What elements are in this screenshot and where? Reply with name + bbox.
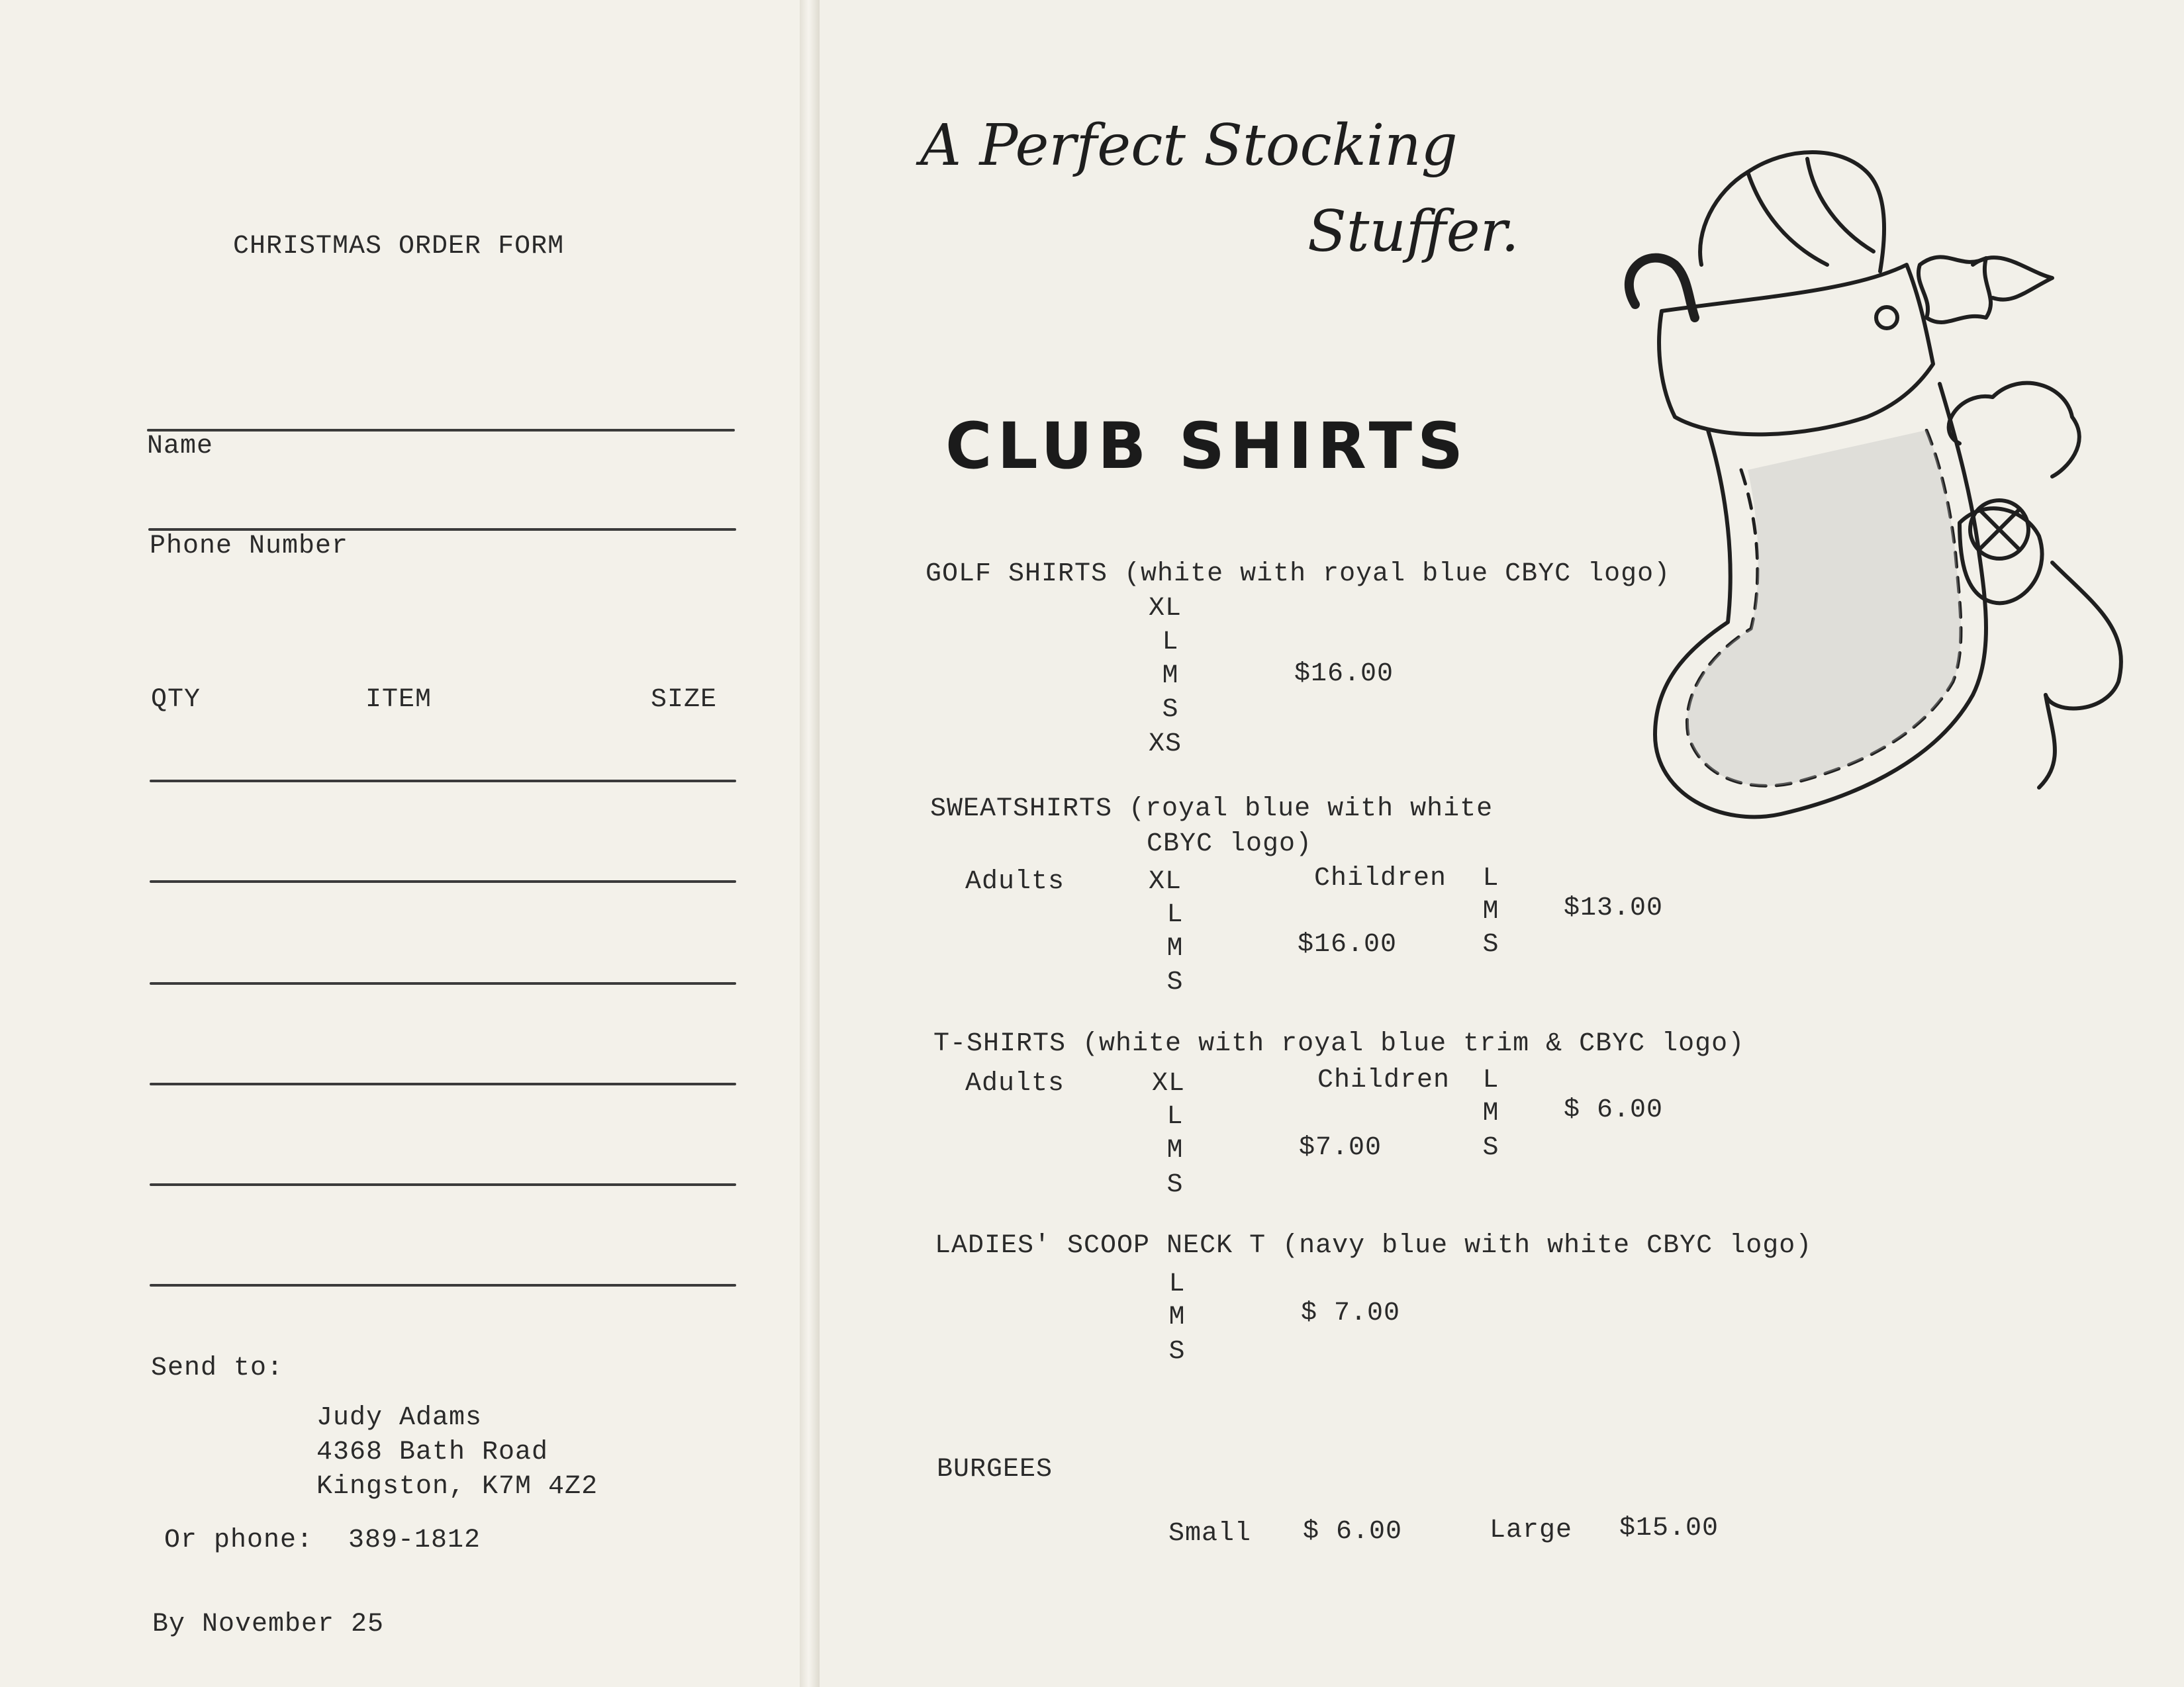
tshirt-adult-size: S [1166,1170,1184,1200]
tshirt-adult-size: M [1166,1136,1184,1165]
sweat-adult-size: XL [1148,867,1182,897]
order-row-line [150,780,736,782]
tshirt-adult-size: L [1166,1102,1184,1132]
order-row-line [150,1284,736,1287]
address-line: 4368 Bath Road [316,1437,549,1467]
sweat-adult-size: S [1166,968,1184,997]
or-phone-label: Or phone: [164,1526,314,1555]
sweat-adult-size: M [1166,934,1184,964]
tshirt-adults-label: Adults [965,1069,1065,1099]
phone-label: Phone Number [150,531,349,561]
golf-size: L [1162,627,1179,657]
burgee-small-label: Small [1168,1519,1252,1549]
burgee-large-price: $15.00 [1619,1514,1719,1543]
burgee-small-price: $ 6.00 [1303,1517,1403,1547]
size-column-header: SIZE [651,685,718,715]
page-fold [800,0,820,1687]
tshirt-child-size: L [1482,1066,1499,1095]
ladies-price: $ 7.00 [1301,1299,1401,1328]
tshirts-title: T-SHIRTS (white with royal blue trim & CBYC logo) [933,1029,1745,1059]
sweat-child-price: $13.00 [1564,893,1664,923]
ladies-size: L [1168,1269,1186,1299]
golf-size: XS [1148,729,1182,759]
tshirt-child-size: S [1482,1133,1499,1163]
burgees-title: BURGEES [937,1455,1053,1484]
order-form-title: CHRISTMAS ORDER FORM [233,232,565,261]
sweat-adult-size: L [1166,900,1184,930]
order-row-line [150,880,736,883]
sweatshirts-title-cont: CBYC logo) [1147,829,1313,859]
sweat-child-size: L [1482,864,1499,893]
ladies-size: M [1168,1302,1186,1332]
sweat-adults-label: Adults [965,867,1065,897]
sweatshirts-title: SWEATSHIRTS (royal blue with white [930,794,1494,824]
golf-price: $16.00 [1294,659,1394,689]
deadline-text: By November 25 [152,1610,385,1639]
sweat-adult-price: $16.00 [1298,930,1398,960]
tagline-line2: Stuffer. [1307,199,1519,265]
golf-size: XL [1148,594,1182,623]
order-row-line [150,982,736,985]
golf-size: S [1162,695,1179,725]
name-label: Name [147,432,214,461]
sweat-child-size: S [1482,930,1499,960]
christmas-stocking-icon [1589,99,2158,880]
tshirt-child-price: $ 6.00 [1564,1095,1664,1125]
club-shirts-heading: CLUB SHIRTS [945,409,1469,483]
send-to-label: Send to: [151,1353,284,1383]
qty-column-header: QTY [151,685,201,715]
golf-shirts-title: GOLF SHIRTS (white with royal blue CBYC logo) [926,559,1671,589]
golf-size: M [1162,661,1179,691]
item-column-header: ITEM [365,685,432,715]
address-line: Kingston, K7M 4Z2 [316,1472,598,1502]
order-row-line [150,1083,736,1085]
sweat-child-size: M [1482,897,1499,927]
ladies-size: S [1168,1337,1186,1367]
phone-line [148,528,736,531]
order-row-line [150,1183,736,1186]
ladies-title: LADIES' SCOOP NECK T (navy blue with white CBYC logo) [935,1231,1813,1261]
tshirt-child-size: M [1482,1099,1499,1128]
burgee-large-label: Large [1490,1516,1573,1545]
tshirt-adult-price: $7.00 [1299,1133,1382,1163]
tagline-line1: A Perfect Stocking [920,113,1458,179]
tshirt-adult-size: XL [1151,1069,1185,1099]
address-line: Judy Adams [316,1403,483,1433]
tshirt-children-label: Children [1317,1066,1450,1095]
sweat-children-label: Children [1314,864,1447,893]
name-line [147,429,735,432]
or-phone-number: 389-1812 [348,1526,481,1555]
